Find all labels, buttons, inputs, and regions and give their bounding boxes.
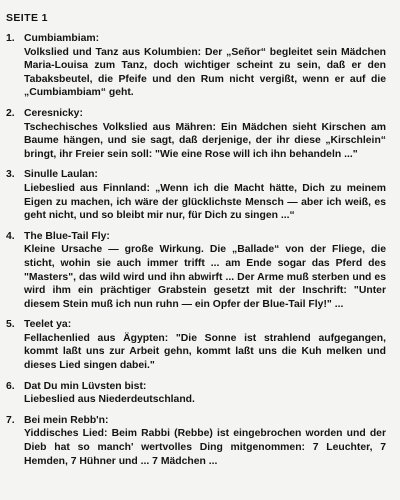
track-title: Teelet ya: (24, 319, 72, 331)
track-item (6, 318, 386, 372)
track-item (6, 230, 386, 312)
track-title: Sinulle Laulan: (24, 169, 98, 181)
track-item (6, 168, 386, 222)
track-item (6, 107, 386, 161)
track-description: Fellachenlied aus Ägypten: "Die Sonne ist strahlend aufgegangen, kommt laßt uns zur Arbeit gehn, kommt laßt uns die Kuh melken und dieses Lied singen dabei." (24, 332, 386, 372)
track-item (6, 380, 386, 407)
track-number: 3. (6, 169, 15, 181)
track-item (6, 414, 386, 468)
track-title: Dat Du min Lüvsten bist: (24, 380, 147, 392)
track-title: Cumbiambiam: (24, 33, 100, 44)
track-number: 5. (6, 319, 15, 331)
track-number: 6. (6, 380, 15, 392)
track-description: Yiddisches Lied: Beim Rabbi (Rebbe) ist eingebrochen worden und der Dieb hat so manch' wertvolles Ding mitgenommen: 7 Leuchter, 7 Hemden, 7 Hühner und ... 7 Mädchen ... (24, 428, 386, 467)
track-description: Tschechisches Volkslied aus Mähren: Ein Mädchen sieht Kirschen am Baume hängen, und sie sagt, daß derjenige, der ihr diese „Kirschlein“ bringt, ihr Freier sein soll: "Wie eine Rose will ich ihn behandeln ..." (24, 121, 386, 160)
track-title: Bei mein Rebb'n: (24, 414, 109, 426)
track-description: Liebeslied aus Niederdeutschland. (24, 394, 195, 406)
track-number: 1. (6, 33, 15, 44)
track-description: Kleine Ursache — große Wirkung. Die „Ballade“ von der Fliege, die sticht, wohin sie auch immer trifft ... am Ende sogar das Pferd des "Masters", das wild wird und ihn abwirft ... Der Arme muß sterben und es wird ihm ein prächtiger Grabstein gesetzt mit der Inschrift: "Unter diesem Stein muß ich nun ruhn — ein Opfer der Blue-Tail Fly!" ... (24, 244, 386, 310)
track-item (6, 32, 386, 100)
track-number: 7. (6, 414, 15, 426)
track-description: Volkslied und Tanz aus Kolumbien: Der „Señor“ begleitet sein Mädchen Maria-Louisa zum Tanz, doch wichtiger scheint zu sein, daß er den Tabaksbeutel, die Pfeife und den Rum nicht vergißt, wenn er auf die „Cumbiambiam“ geht. (24, 46, 386, 99)
track-description: Liebeslied aus Finnland: „Wenn ich die Macht hätte, Dich zu meinem Eigen zu machen, ich wäre der glücklichste Mensch — aber ich weiß, es geht nicht, und so bleibt mir nur, für Dich zu singen ...“ (24, 182, 386, 222)
track-title: Ceresnicky: (24, 107, 83, 119)
track-list (6, 32, 386, 468)
track-number: 2. (6, 107, 15, 119)
side-title: SEITE 1 (6, 12, 48, 24)
track-number: 4. (6, 230, 15, 242)
track-title: The Blue-Tail Fly: (24, 230, 110, 242)
